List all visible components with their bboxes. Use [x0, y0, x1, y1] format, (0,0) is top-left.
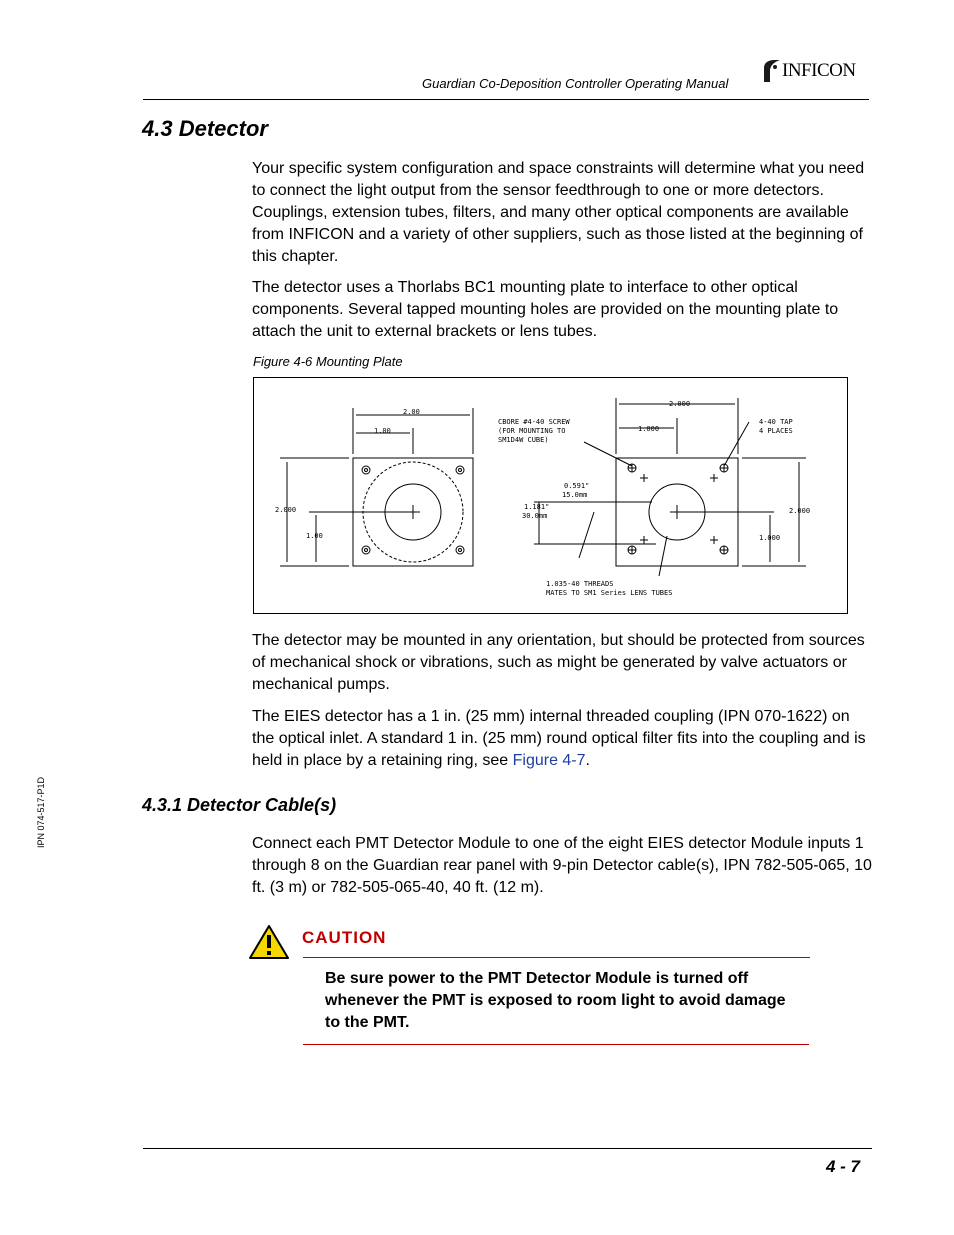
dim-left-height-1: 1.00 [306, 532, 323, 540]
caution-icon-wrap [248, 924, 290, 965]
logo-wordmark: INFICON [782, 60, 856, 81]
section-paragraph-2: The detector uses a Thorlabs BC1 mounting plate to interface to other optical components. Several tapped mounting holes are provided on the mounting plate to attach the unit to external brackets or lens tubes. [252, 279, 839, 340]
note-cbore-3: SM1D4W CUBE) [498, 436, 549, 444]
section-title: 4.3 Detector [142, 116, 268, 141]
dim-dia-small-1: 0.591" [564, 482, 590, 490]
subsection-title: 4.3.1 Detector Cable(s) [142, 795, 337, 815]
footer-rule [143, 1148, 872, 1149]
dim-dia-large-1: 1.181" [524, 503, 550, 511]
paragraph-2-text: The EIES detector has a 1 in. (25 mm) internal threaded coupling (IPN 070-1622) on the optical inlet. A standard 1 in. (25 mm) round optical filter fits into the coupling and is held in place by a retaining ring, see [252, 708, 866, 769]
dim-right-width-2: 2.000 [669, 400, 691, 408]
note-tap-2: 4 PLACES [759, 427, 793, 435]
note-cbore-1: CBORE #4-40 SCREW [498, 418, 570, 426]
caution-text: Be sure power to the PMT Detector Module is turned off whenever the PMT is exposed to room light to avoid damage to the PMT. [325, 970, 786, 1031]
dim-dia-large-2: 30.0mm [522, 512, 548, 520]
subsection-paragraph: Connect each PMT Detector Module to one of the eight EIES detector Module inputs 1 through 8 on the Guardian rear panel with 9-pin Detector cable(s), IPN 782-505-065, 10 ft. (3 m) or 782-505-065-40, 40 ft. (12 m). [252, 835, 872, 896]
figure-4-7-link[interactable]: Figure 4-7 [512, 752, 586, 769]
note-tap-1: 4-40 TAP [759, 418, 793, 426]
dim-right-width-1: 1.000 [638, 425, 660, 433]
mounting-plate-figure [253, 377, 848, 614]
dim-right-height-2: 2.000 [789, 507, 811, 515]
header-rule [143, 99, 869, 100]
side-ipn: IPN 074-517-P1D [36, 776, 46, 848]
page-number: 4 - 7 [826, 1157, 861, 1176]
inficon-logo-icon [760, 58, 782, 84]
caution-top-rule [303, 957, 810, 958]
note-cbore-2: (FOR MOUNTING TO [498, 427, 566, 435]
note-thread-1: 1.035-40 THREADS [546, 580, 614, 588]
note-thread-2: MATES TO SM1 Series LENS TUBES [546, 589, 673, 597]
dim-dia-small-2: 15.0mm [562, 491, 588, 499]
inficon-logo [760, 58, 872, 84]
figure-caption: Figure 4-6 Mounting Plate [253, 354, 403, 369]
after-figure-paragraph-1: The detector may be mounted in any orientation, but should be protected from sources of mechanical shock or vibrations, such as might be generated by valve actuators or mechanical pumps. [252, 632, 865, 693]
manual-title: Guardian Co-Deposition Controller Operating Manual [422, 76, 729, 91]
caution-bottom-rule [303, 1044, 809, 1045]
dim-right-height-1: 1.000 [759, 534, 781, 542]
caution-label: CAUTION [302, 928, 387, 947]
mounting-plate-drawing [254, 378, 847, 613]
dim-left-width-1: 1.00 [374, 427, 391, 435]
paragraph-2-end: . [585, 752, 590, 769]
warning-triangle-icon [248, 924, 290, 960]
dim-left-width-2: 2.00 [403, 408, 420, 416]
dim-left-height-2: 2.000 [275, 506, 297, 514]
after-figure-paragraph-2 [252, 706, 872, 772]
section-paragraph-1: Your specific system configuration and space constraints will determine what you need to connect the light output from the sensor feedthrough to one or more detectors. Couplings, extension tubes, filters, and many other optical components are available from INFICON and a variety of other suppliers, such as those listed at the beginning of this chapter. [252, 160, 865, 265]
